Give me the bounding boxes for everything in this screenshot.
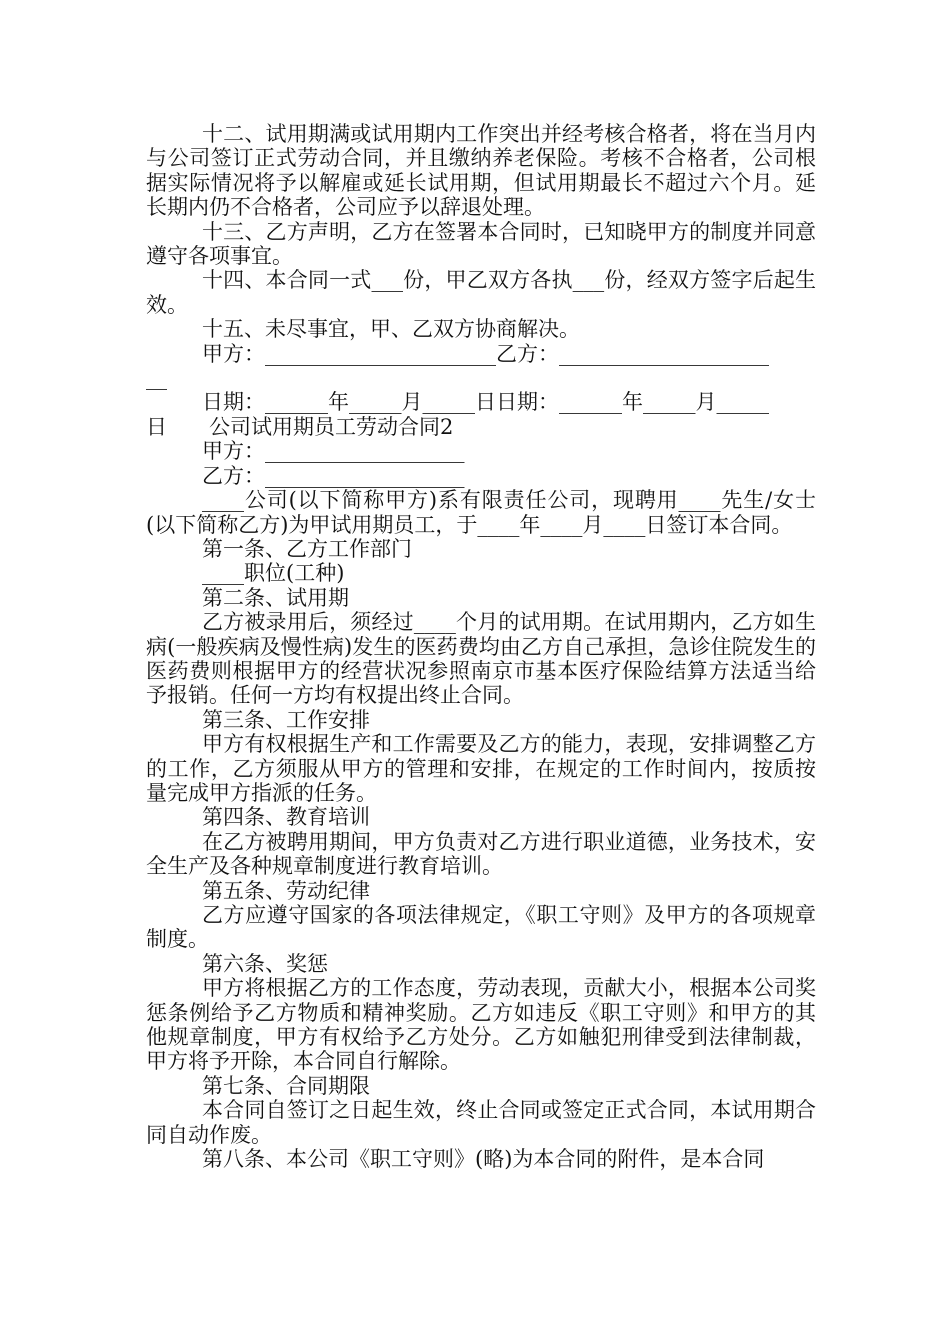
party-b-line: 乙方：___________________ bbox=[202, 463, 465, 488]
article-4-heading: 第四条、教育培训 bbox=[202, 805, 370, 830]
document-body bbox=[146, 122, 816, 1171]
clause-15: 十五、未尽事宜，甲、乙双方协商解决。 bbox=[202, 317, 580, 342]
article-2-body: 乙方被录用后，须经过____个月的试用期。在试用期内，乙方如生病(一般疾病及慢性病)发生的医药费均由乙方自己承担，急诊住院发生的医药费则根据甲方的经营状况参照南京市基本医疗保险结算方法适当给予报销。任何一方均有权提出终止合同。 bbox=[146, 610, 816, 708]
article-5-body: 乙方应遵守国家的各项法律规定，《职工守则》及甲方的各项规章制度。 bbox=[146, 903, 816, 952]
article-6-heading: 第六条、奖惩 bbox=[202, 951, 328, 976]
article-3-heading: 第三条、工作安排 bbox=[202, 707, 370, 732]
article-2-heading: 第二条、试用期 bbox=[202, 585, 349, 610]
article-5-heading: 第五条、劳动纪律 bbox=[202, 878, 370, 903]
article-8-heading: 第八条、本公司《职工守则》(略)为本合同的附件，是本合同 bbox=[202, 1147, 765, 1172]
clause-14: 十四、本合同一式___份，甲乙双方各执___份，经双方签字后起生效。 bbox=[146, 268, 816, 317]
article-7-heading: 第七条、合同期限 bbox=[202, 1073, 370, 1098]
article-1-body: ____职位(工种) bbox=[202, 561, 345, 586]
date-line: 日期：______年_____月_____日日期：______年_____月_____ bbox=[202, 390, 769, 415]
party-a-line: 甲方：___________________ bbox=[202, 439, 465, 464]
article-6-body: 甲方将根据乙方的工作态度，劳动表现，贡献大小，根据本公司奖惩条例给予乙方物质和精神奖励。乙方如违反《职工守则》和甲方的其他规章制度，甲方有权给予乙方处分。乙方如触犯刑律受到法律制裁，甲方将予开除，本合同自行解除。 bbox=[146, 976, 816, 1074]
article-1-heading: 第一条、乙方工作部门 bbox=[202, 536, 412, 561]
clause-12: 十二、试用期满或试用期内工作突出并经考核合格者，将在当月内与公司签订正式劳动合同，并且缴纳养老保险。考核不合格者，公司根据实际情况将予以解雇或延长试用期，但试用期最长不超过六个月。延长期内仍不合格者，公司应予以辞退处理。 bbox=[146, 122, 816, 220]
clause-13: 十三、乙方声明，乙方在签署本合同时，已知晓甲方的制度并同意遵守各项事宜。 bbox=[146, 219, 816, 269]
date-line-end-and-title: 日 公司试用期员工劳动合同2 bbox=[146, 414, 454, 439]
signature-line-continuation: __ bbox=[146, 366, 167, 391]
article-3-body: 甲方有权根据生产和工作需要及乙方的能力，表现，安排调整乙方的工作，乙方须服从甲方的管理和安排，在规定的工作时间内，按质按量完成甲方指派的任务。 bbox=[146, 732, 816, 805]
article-7-body: 本合同自签订之日起生效，终止合同或签定正式合同，本试用期合同自动作废。 bbox=[146, 1098, 816, 1147]
signature-line-parties: 甲方：______________________乙方：____________________ bbox=[202, 341, 769, 366]
intro-paragraph: ____公司(以下简称甲方)系有限责任公司，现聘用____先生/女士(以下简称乙方)为甲试用期员工，于____年____月____日签订本合同。 bbox=[146, 488, 816, 537]
article-4-body: 在乙方被聘用期间，甲方负责对乙方进行职业道德，业务技术，安全生产及各种规章制度进行教育培训。 bbox=[146, 829, 816, 879]
